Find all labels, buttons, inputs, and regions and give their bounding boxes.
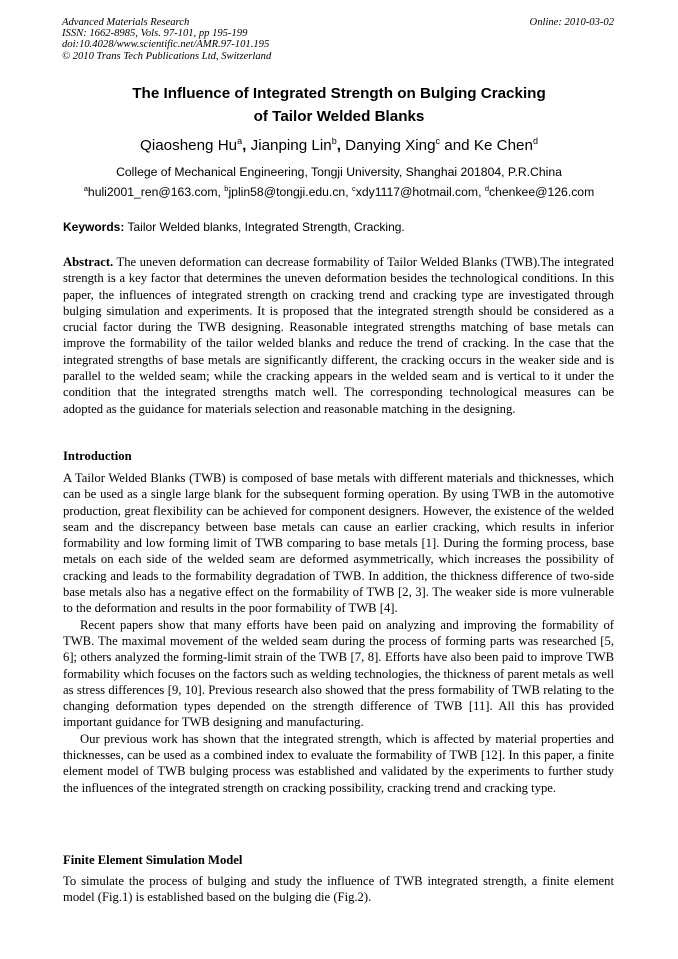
author-affiliation-mark: c bbox=[435, 136, 441, 146]
affiliation: College of Mechanical Engineering, Tongji University, Shanghai 201804, P.R.China bbox=[116, 165, 562, 179]
author-affiliation-mark: d bbox=[532, 136, 538, 146]
title-line-1: The Influence of Integrated Strength on Bulging Cracking bbox=[132, 85, 546, 102]
author-name: Danying Xing bbox=[345, 137, 436, 154]
online-date: Online: 2010-03-02 bbox=[529, 17, 614, 28]
email-mark: a bbox=[83, 184, 88, 193]
fem-body bbox=[63, 873, 614, 906]
email-address[interactable]: chenkee@126.com bbox=[489, 185, 595, 199]
paragraph: A Tailor Welded Blanks (TWB) is composed of base metals with different materials and thicknesses, which can be used as a single large blank for the subsequent forming operation. By using TWB in the automotive production, great flexibility can be achieved for component designers. However, the existence of the welded seam and the discrepancy between base metals can cause an earlier cracking, which results in inferior formability and low forming limit of TWB comparing to base metals [1]. During the forming process, base metals on each side of the welded seam are deformed asymmetrically, which increases the possibility of cracking and leads to the formability degradation of TWB. In addition, the thickness difference of two-side base metals also has a negative effect on the formability of TWB [2, 3]. The weaker side is more vulnerable to the deformation and results in the poor formability of TWB [4]. bbox=[63, 471, 614, 616]
paragraph: Our previous work has shown that the integrated strength, which is affected by material properties and thicknesses, can be used as a combined index to evaluate the formability of TWB [12]. In this paper, a finite element model of TWB bulging process was established and validated by the experiments to further study the influences of the integrated strength on cracking possibility, cracking trend and cracking type. bbox=[63, 731, 614, 795]
abstract-label: Abstract. bbox=[63, 255, 114, 269]
keywords-text: Tailor Welded blanks, Integrated Strength, Cracking. bbox=[127, 220, 405, 234]
abstract-text: The uneven deformation can decrease formability of Tailor Welded Blanks (TWB).The integrated strength is a key factor that determines the uneven deformation besides the technological conditions. In this paper, the influences of integrated strength on cracking trend and cracking type are investigated through bulging simulation and experiments. It is proposed that the integrated strength should be considered as a crucial factor during the TWB designing. Reasonable integrated strengths matching of base metals can improve the formability of the tailor welded blanks and reduce the trend of cracking. In the case that the integrated strengths of base metals are significantly different, the cracking occurs in the weaker side and is parallel to the welded seam; while the cracking appears in the welded seam and is vertical to it under the condition that the integrated strengths match well. The corresponding technological measures can be adopted as the guidance for materials selection and reasonable matching in the designing. bbox=[63, 255, 614, 416]
author-name: Ke Chen bbox=[473, 137, 533, 154]
email-address[interactable]: xdy1117@hotmail.com bbox=[355, 185, 479, 199]
introduction-body bbox=[63, 470, 614, 796]
email-address[interactable]: jplin58@tongji.edu.cn bbox=[228, 185, 346, 199]
journal-name: Advanced Materials Research bbox=[62, 17, 190, 28]
keywords bbox=[63, 219, 623, 235]
journal-header bbox=[62, 17, 271, 62]
abstract bbox=[63, 254, 614, 417]
author-affiliation-mark: a bbox=[237, 136, 243, 146]
email-list: $^a$huli2001_ren@163.com, $^b$jplin58@tongji.edu.cn, $^c$xdy1117@hotmail.com, $^d$chenkee@126.com bbox=[83, 184, 595, 199]
email-address[interactable]: huli2001_ren@163.com bbox=[87, 185, 218, 199]
email-mark: c bbox=[351, 184, 356, 193]
author-list bbox=[0, 136, 678, 156]
section-heading-introduction: Introduction bbox=[63, 449, 132, 463]
email-mark: b bbox=[224, 184, 229, 193]
paragraph: To simulate the process of bulging and study the influence of TWB integrated strength, a finite element model (Fig.1) is established based on the bulging die (Fig.2). bbox=[63, 874, 614, 905]
author-affiliation-mark: b bbox=[331, 136, 337, 146]
copyright-line: © 2010 Trans Tech Publications Ltd, Switzerland bbox=[62, 50, 272, 62]
author-name: Jianping Lin bbox=[250, 137, 332, 154]
keywords-label: Keywords: bbox=[63, 220, 125, 234]
paper-title bbox=[0, 82, 678, 128]
author-separator: , bbox=[242, 137, 247, 154]
issn-line: ISSN: 1662-8985, Vols. 97-101, pp 195-199 bbox=[62, 28, 248, 40]
doi-line: doi:10.4028/www.scientific.net/AMR.97-101.195 bbox=[62, 39, 270, 51]
author-separator: , bbox=[336, 137, 341, 154]
email-mark: d bbox=[484, 184, 490, 193]
author-and: and bbox=[444, 137, 470, 154]
author-name: Qiaosheng Hu bbox=[140, 137, 238, 154]
title-line-2: of Tailor Welded Blanks bbox=[253, 108, 425, 125]
paragraph: Recent papers show that many efforts have been paid on analyzing and improving the formability of TWB. The maximal movement of the welded seam during the process of forming parts was researched [5, 6]; others analyzed the forming-limit strain of the TWB [7, 8]. Efforts have also been paid to improve TWB formability which focuses on the factors such as welding technologies, the thickness of parent metals as well as stress differences [9, 10]. Previous research also showed that the press formability of TWB relating to the changing deformation types depended on the strength difference of TWB [11]. All this has provided important guidance for TWB designing and manufacturing. bbox=[63, 617, 614, 730]
section-heading-fem: Finite Element Simulation Model bbox=[63, 853, 243, 867]
